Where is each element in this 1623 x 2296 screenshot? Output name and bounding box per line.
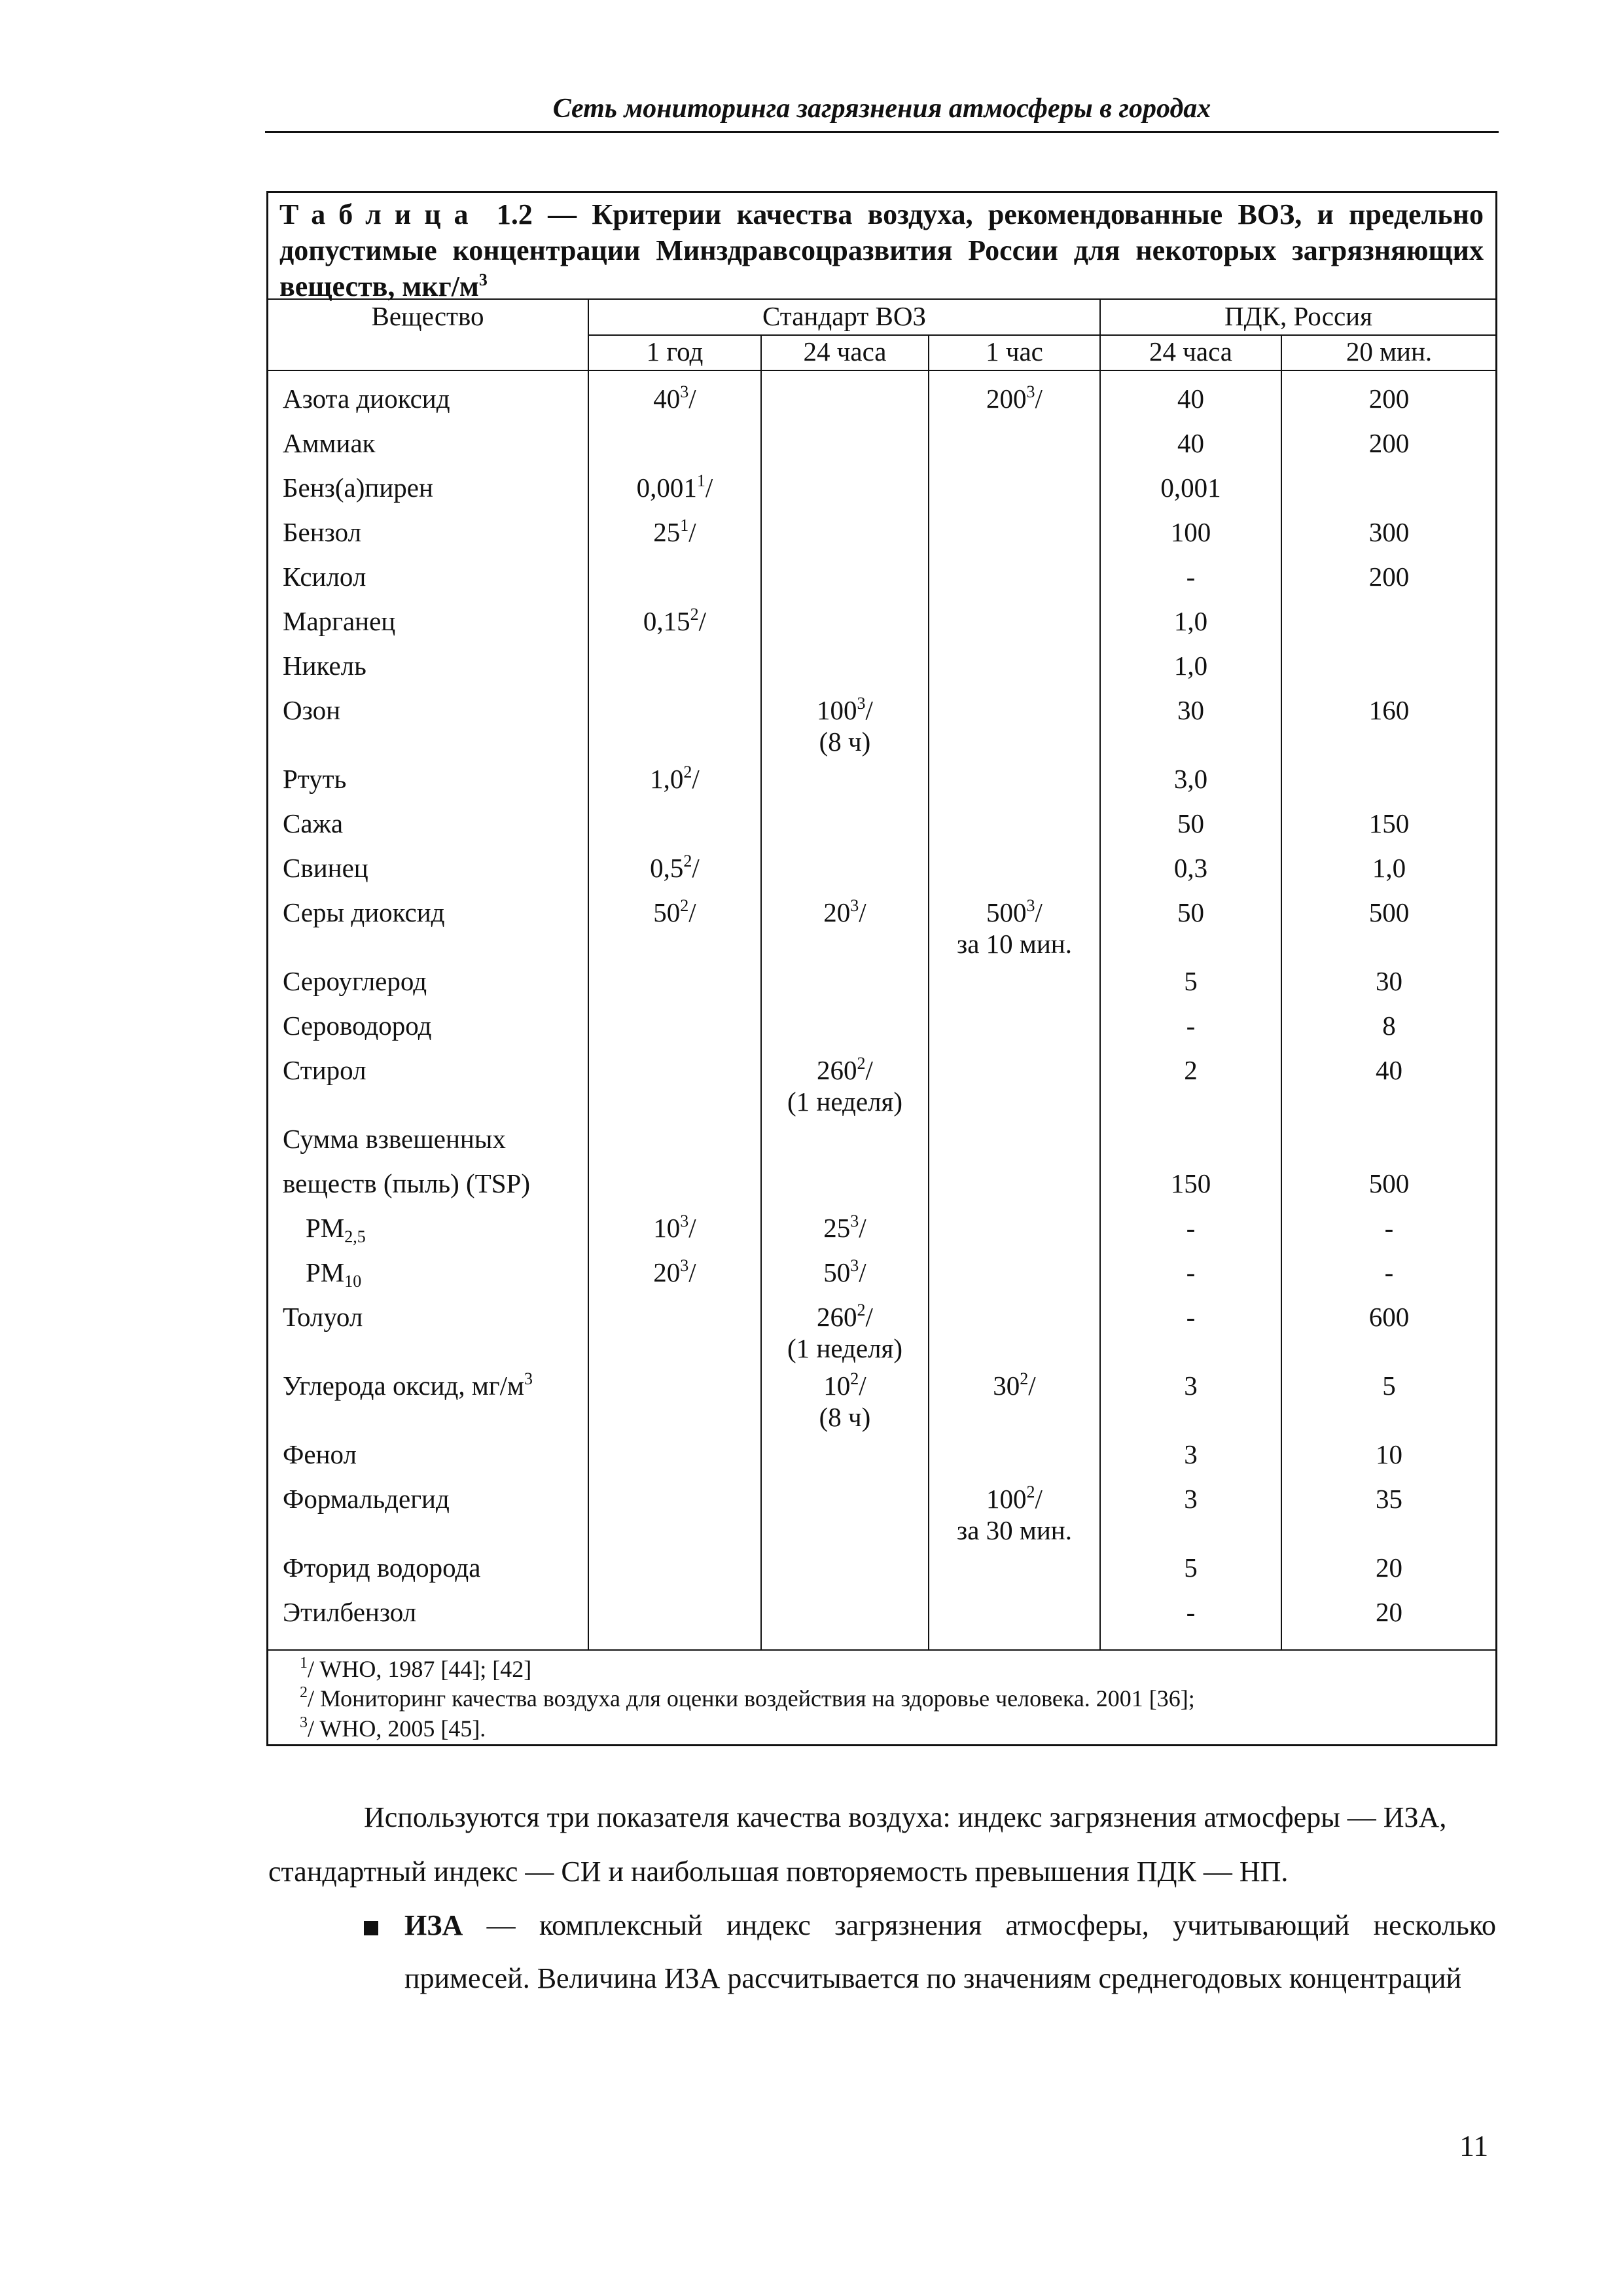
- pdk-20min-value: 20: [1376, 1552, 1402, 1583]
- pdk-20min-value: 500: [1368, 1168, 1410, 1198]
- substance-name: Азота диоксид: [283, 384, 450, 414]
- pdk-24h-value: 0,001: [1160, 473, 1221, 503]
- substance-name: Сероуглерод: [283, 966, 427, 996]
- bullet-line: примесей. Величина ИЗА рассчитывается по значениям среднегодовых концентраций: [404, 1962, 1462, 1994]
- caption-label: Таблица: [279, 198, 482, 230]
- table-rule-notes: [268, 1649, 1496, 1651]
- who-1h-value: $500^3/$ за 10 мин.: [957, 896, 1072, 959]
- pdk-24h-value: -: [1186, 1257, 1196, 1287]
- pdk-24h-value: 50: [1177, 897, 1204, 927]
- who-annual-value: $25^1/$: [653, 516, 696, 547]
- who-24h-value: $260^2/$ (1 неделя): [787, 1300, 903, 1363]
- pdk-24h-value: 30: [1177, 695, 1204, 725]
- substance-name: Фторид водорода: [283, 1552, 481, 1583]
- who-annual-value: 0,15$^2$/: [643, 605, 707, 636]
- substance-name: Этилбензол: [283, 1597, 417, 1627]
- col-head-24-hours: 24 часа: [803, 336, 887, 367]
- pdk-20min-value: -: [1384, 1213, 1394, 1243]
- substance-name: веществ (пыль) (TSP): [283, 1168, 530, 1198]
- substance-name: Толуол: [283, 1302, 363, 1332]
- substance-name: Сажа: [283, 808, 344, 838]
- col-head-pdk-20-min: 20 мин.: [1346, 336, 1433, 367]
- substance-name: Озон: [283, 695, 341, 725]
- who-1h-value: $100^2/$ за 30 мин.: [957, 1482, 1072, 1545]
- caption-text: 1.2 — Критерии качества воздуха, рекомендованные ВОЗ, и предельно допустимые концентрации Минздравсоцразвития России для некоторых загрязняющих веществ, мкг/м: [279, 198, 1484, 302]
- pdk-24h-value: 3: [1184, 1484, 1198, 1514]
- pdk-24h-value: 5: [1184, 1552, 1198, 1583]
- pdk-24h-value: 100: [1170, 517, 1211, 547]
- who-annual-value: 0,001$^1$/: [636, 471, 713, 503]
- pdk-20min-value: 600: [1368, 1302, 1410, 1332]
- pdk-20min-value: -: [1384, 1257, 1394, 1287]
- who-1h-value: $200^3/$: [986, 382, 1043, 414]
- pdk-20min-value: 5: [1382, 1371, 1396, 1401]
- pdk-24h-value: -: [1186, 1302, 1196, 1332]
- pdk-24h-value: -: [1186, 562, 1196, 592]
- substance-name: Аммиак: [283, 428, 376, 458]
- pdk-24h-value: 3,0: [1173, 764, 1208, 794]
- substance-name: Ртуть: [283, 764, 347, 794]
- pdk-20min-value: 35: [1376, 1484, 1402, 1514]
- who-24h-value: $260^2/$ (1 неделя): [787, 1054, 903, 1117]
- pdk-24h-value: 5: [1184, 966, 1198, 996]
- pdk-24h-value: 50: [1177, 808, 1204, 838]
- col-head-1-hour: 1 час: [986, 336, 1043, 367]
- pdk-20min-value: 300: [1368, 517, 1410, 547]
- pdk-20min-value: 500: [1368, 897, 1410, 927]
- pdk-24h-value: -: [1186, 1011, 1196, 1041]
- who-24h-value: $100^3/$ (8 ч): [817, 694, 873, 757]
- who-annual-value: $1,0^2/$: [650, 762, 700, 794]
- table-rule-head-bottom: [268, 370, 1496, 371]
- table-note: $^3$/ WHO, 2005 [45].: [300, 1714, 486, 1742]
- who-annual-value: $0,5^2/$: [650, 852, 700, 883]
- pdk-24h-value: 1,0: [1173, 651, 1208, 681]
- body-paragraph-line: Используются три показателя качества воздуха: индекс загрязнения атмосферы — ИЗА,: [364, 1801, 1447, 1833]
- substance-name: Сероводород: [283, 1011, 432, 1041]
- pdk-24h-value: 2: [1184, 1055, 1198, 1085]
- who-24h-value: $10^2/$ (8 ч): [819, 1369, 871, 1432]
- pdk-24h-value: 3: [1184, 1439, 1198, 1469]
- table-note: $^2$/ Мониторинг качества воздуха для оценки воздействия на здоровье человека. 2001 [36];: [300, 1684, 1195, 1712]
- substance-name: Никель: [283, 651, 366, 681]
- table-rule-caption: [268, 298, 1496, 300]
- who-annual-value: $20^3/$: [653, 1256, 696, 1287]
- who-1h-value: $30^2/$: [993, 1369, 1036, 1401]
- bullet-square-icon: [364, 1921, 378, 1935]
- substance-name: $PM_{2,5}$: [306, 1213, 366, 1246]
- body-paragraph-line: стандартный индекс — СИ и наибольшая повторяемость превышения ПДК — НП.: [268, 1856, 1289, 1888]
- caption-unit-sup: 3: [478, 270, 488, 289]
- pdk-24h-value: -: [1186, 1597, 1196, 1627]
- table-caption: [279, 196, 1484, 304]
- substance-name: Сумма взвешенных: [283, 1124, 506, 1154]
- pdk-24h-value: 3: [1184, 1371, 1198, 1401]
- col-head-who: Стандарт ВОЗ: [762, 301, 927, 331]
- who-annual-value: $10^3/$: [653, 1211, 696, 1243]
- who-annual-value: $40^3/$: [653, 382, 696, 414]
- page-number: 11: [1459, 2129, 1489, 2162]
- col-head-pdk: ПДК, Россия: [1224, 301, 1372, 331]
- running-head: Сеть мониторинга загрязнения атмосферы в городах: [552, 94, 1211, 124]
- substance-name: Фенол: [283, 1439, 357, 1469]
- substance-name: Бенз(а)пирен: [283, 473, 433, 503]
- pdk-24h-value: 40: [1177, 384, 1204, 414]
- col-head-1-year: 1 год: [646, 336, 704, 367]
- substance-name: Ксилол: [283, 562, 366, 592]
- who-24h-value: $50^3/$: [823, 1256, 866, 1287]
- substance-name: Стирол: [283, 1055, 366, 1085]
- pdk-24h-value: 40: [1177, 428, 1204, 458]
- pdk-20min-value: 8: [1382, 1011, 1396, 1041]
- pdk-24h-value: 150: [1170, 1168, 1211, 1198]
- substance-name: Марганец: [283, 606, 396, 636]
- who-annual-value: $50^2/$: [653, 896, 696, 927]
- col-head-substance: Вещество: [371, 301, 484, 331]
- substance-name: $PM_{10}$: [306, 1257, 362, 1291]
- pdk-24h-value: -: [1186, 1213, 1196, 1243]
- pdk-20min-value: 150: [1368, 808, 1410, 838]
- col-head-pdk-24-hours: 24 часа: [1149, 336, 1232, 367]
- header-rule: [265, 131, 1499, 133]
- pdk-20min-value: 160: [1368, 695, 1410, 725]
- pdk-20min-value: 20: [1376, 1597, 1402, 1627]
- who-24h-value: $20^3/$: [823, 896, 866, 927]
- pdk-24h-value: 0,3: [1173, 853, 1208, 883]
- pdk-20min-value: 40: [1376, 1055, 1402, 1085]
- substance-name: Серы диоксид: [283, 897, 445, 927]
- pdk-20min-value: 200: [1368, 562, 1410, 592]
- substance-name: Углерода оксид, $мг/м^3$: [283, 1369, 533, 1401]
- pdk-24h-value: 1,0: [1173, 606, 1208, 636]
- table-note: $^1$/ WHO, 1987 [44]; [42]: [300, 1655, 532, 1682]
- table-col-rule: [760, 334, 762, 1649]
- pdk-20min-value: 200: [1368, 428, 1410, 458]
- pdk-20min-value: 30: [1376, 966, 1402, 996]
- substance-name: Бензол: [283, 517, 362, 547]
- substance-name: Свинец: [283, 853, 368, 883]
- pdk-20min-value: 10: [1376, 1439, 1402, 1469]
- table-col-rule: [928, 334, 929, 1649]
- bullet-line: ИЗА — комплексный индекс загрязнения атмосферы, учитывающий несколько: [404, 1909, 1496, 1941]
- who-24h-value: $25^3/$: [823, 1211, 866, 1243]
- pdk-20min-value: 1,0: [1372, 853, 1406, 883]
- pdk-20min-value: 200: [1368, 384, 1410, 414]
- substance-name: Формальдегид: [283, 1484, 450, 1514]
